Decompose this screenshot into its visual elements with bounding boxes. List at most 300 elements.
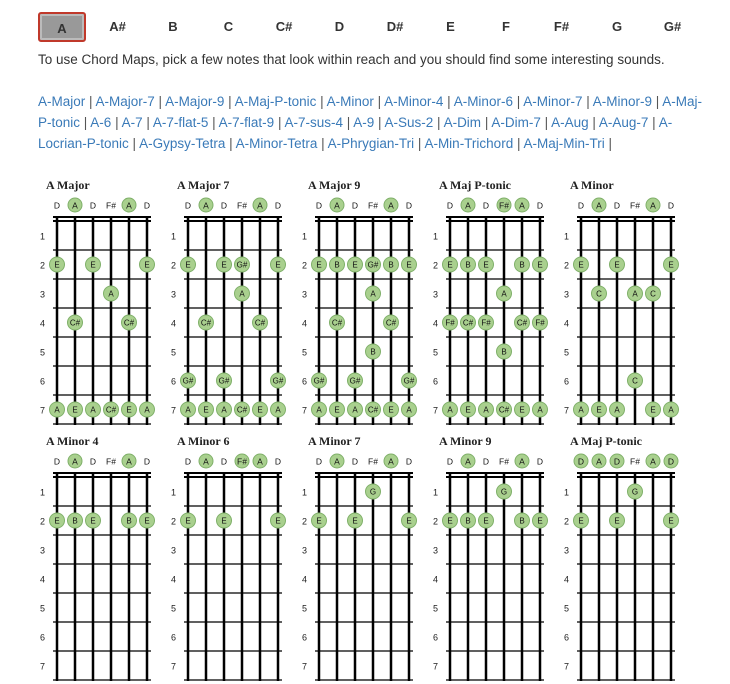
open-string-label: A [334, 456, 340, 467]
note-label: C# [331, 318, 343, 328]
fret-number: 2 [40, 260, 46, 271]
open-string-label: D [446, 456, 454, 467]
note-label: E [221, 260, 227, 270]
fret-number: 5 [302, 603, 308, 614]
link-separator: | [111, 115, 122, 130]
open-string-label: D [536, 200, 544, 211]
fret-number: 7 [433, 405, 439, 416]
open-string-label: D [351, 200, 359, 211]
note-label: G# [403, 376, 415, 386]
open-string-label: A [650, 456, 656, 467]
fret-number: 6 [564, 632, 570, 643]
chord-link-a-minor-6[interactable]: A-Minor-6 [453, 94, 513, 109]
chord-title: A Maj P-tonic [570, 434, 642, 448]
key-button-b[interactable]: B [168, 19, 178, 34]
note-label: C# [105, 405, 117, 415]
fret-number: 6 [171, 376, 177, 387]
fret-number: 4 [302, 318, 308, 329]
chord-title: A Major 7 [177, 178, 230, 192]
fret-number: 6 [302, 376, 308, 387]
note-label: G# [367, 260, 379, 270]
note-label: E [221, 516, 227, 526]
note-label: G [500, 487, 508, 497]
note-label: E [185, 516, 191, 526]
open-string-label: A [203, 200, 209, 211]
fret-number: 2 [171, 260, 177, 271]
note-label: C# [69, 318, 81, 328]
open-string-label: D [220, 456, 228, 467]
note-label: E [537, 516, 543, 526]
note-label: E [352, 260, 358, 270]
note-label: E [72, 405, 78, 415]
chord-title: A Maj P-tonic [439, 178, 511, 192]
open-string-label: D [53, 200, 61, 211]
open-string-label: A [257, 200, 263, 211]
link-separator: | [85, 94, 96, 109]
link-separator: | [317, 136, 328, 151]
open-string-label: A [388, 200, 394, 211]
open-string-label: D [53, 456, 61, 467]
fret-number: 7 [302, 405, 308, 416]
fret-number: 7 [433, 661, 439, 672]
open-string-label: D [482, 456, 490, 467]
chord-link-a-dim-7[interactable]: A-Dim-7 [491, 115, 541, 130]
open-string-label: D [89, 200, 97, 211]
fret-number: 5 [40, 347, 46, 358]
fret-number: 3 [171, 545, 177, 556]
fret-number: 3 [40, 545, 46, 556]
fret-number: 4 [40, 574, 46, 585]
open-string-label: F# [499, 200, 509, 211]
open-string-label: A [465, 456, 471, 467]
fretboard [562, 434, 692, 684]
fret-number: 3 [302, 545, 308, 556]
chord-chart [169, 178, 299, 428]
open-string-label: D [220, 200, 228, 211]
note-label: G# [236, 260, 248, 270]
link-separator: | [316, 94, 327, 109]
note-label: A [537, 405, 543, 415]
fret-number: 3 [171, 289, 177, 300]
note-label: E [465, 405, 471, 415]
fret-number: 5 [302, 347, 308, 358]
note-label: A [185, 405, 191, 415]
fret-number: 6 [302, 632, 308, 643]
open-string-label: D [482, 200, 490, 211]
open-string-label: A [650, 200, 656, 211]
link-separator: | [588, 115, 599, 130]
fret-number: 1 [564, 231, 570, 242]
open-string-label: D [274, 200, 282, 211]
fretboard [38, 178, 168, 428]
link-separator: | [80, 115, 91, 130]
open-string-label: A [388, 456, 394, 467]
open-string-label: D [315, 200, 323, 211]
note-label: B [519, 516, 525, 526]
note-label: G# [313, 376, 325, 386]
chord-title: A Minor 4 [46, 434, 99, 448]
open-string-label: D [613, 456, 621, 467]
note-label: A [144, 405, 150, 415]
chord-link-a-dim[interactable]: A-Dim [443, 115, 482, 130]
key-button-a[interactable]: A [38, 12, 86, 42]
intro-text: To use Chord Maps, pick a few notes that look within reach and you should find some interesting sounds. [38, 52, 665, 67]
note-label: A [239, 289, 245, 299]
chord-link-a-7-flat-9[interactable]: A-7-flat-9 [218, 115, 275, 130]
fret-number: 4 [171, 574, 177, 585]
chord-link-a-major-7[interactable]: A-Major-7 [95, 94, 155, 109]
note-label: A [90, 405, 96, 415]
note-label: B [501, 347, 507, 357]
note-label: E [90, 260, 96, 270]
chord-title: A Minor [570, 178, 614, 192]
open-string-label: D [446, 200, 454, 211]
note-label: E [614, 260, 620, 270]
chord-link-a-maj-p-tonic[interactable]: A-Maj-P-tonic [234, 94, 317, 109]
fret-number: 2 [40, 516, 46, 527]
chord-title: A Minor 6 [177, 434, 230, 448]
chord-chart [300, 434, 430, 684]
open-string-label: A [596, 456, 602, 467]
link-separator: | [154, 94, 166, 109]
open-string-label: D [184, 456, 192, 467]
note-label: E [275, 260, 281, 270]
open-string-label: F# [106, 456, 116, 467]
link-separator: | [373, 94, 385, 109]
note-label: B [465, 260, 471, 270]
fret-number: 3 [433, 289, 439, 300]
note-label: E [352, 516, 358, 526]
note-label: G [369, 487, 377, 497]
open-string-label: A [203, 456, 209, 467]
key-button-g-sharp[interactable]: G# [663, 19, 682, 34]
fret-number: 1 [40, 487, 46, 498]
link-separator: | [652, 94, 663, 109]
chord-title: A Minor 9 [439, 434, 492, 448]
fret-number: 3 [433, 545, 439, 556]
open-string-label: D [274, 456, 282, 467]
link-separator: | [414, 136, 425, 151]
note-label: E [406, 516, 412, 526]
fret-number: 5 [433, 347, 439, 358]
note-label: E [185, 260, 191, 270]
open-string-label: F# [237, 456, 247, 467]
fret-number: 6 [433, 376, 439, 387]
link-separator: | [540, 115, 552, 130]
key-button-c-sharp[interactable]: C# [275, 19, 293, 34]
note-label: E [144, 516, 150, 526]
note-label: C# [123, 318, 135, 328]
key-button-f[interactable]: F [502, 19, 510, 34]
fret-number: 4 [564, 574, 570, 585]
key-button-d[interactable]: D [334, 19, 345, 34]
open-string-label: D [536, 456, 544, 467]
open-string-label: D [315, 456, 323, 467]
note-label: B [334, 260, 340, 270]
open-string-label: A [519, 200, 525, 211]
fret-number: 3 [302, 289, 308, 300]
key-button-f-sharp[interactable]: F# [553, 19, 570, 34]
fret-number: 5 [171, 603, 177, 614]
fret-number: 6 [171, 632, 177, 643]
fret-number: 5 [564, 603, 570, 614]
open-string-label: D [351, 456, 359, 467]
fret-number: 5 [564, 347, 570, 358]
note-label: E [54, 516, 60, 526]
link-separator: | [443, 94, 454, 109]
chord-link-a-7-flat-5[interactable]: A-7-flat-5 [152, 115, 209, 130]
open-string-label: A [72, 200, 78, 211]
fret-number: 2 [433, 260, 439, 271]
open-string-label: D [613, 200, 621, 211]
note-label: A [447, 405, 453, 415]
open-string-label: F# [368, 200, 378, 211]
note-label: E [275, 516, 281, 526]
link-separator: | [604, 136, 612, 151]
fret-number: 7 [564, 405, 570, 416]
note-label: C# [236, 405, 248, 415]
note-label: A [632, 289, 638, 299]
note-label: F# [445, 318, 455, 328]
note-label: E [54, 260, 60, 270]
open-string-label: A [126, 456, 132, 467]
link-separator: | [433, 115, 444, 130]
note-label: C# [200, 318, 212, 328]
open-string-label: D [143, 200, 151, 211]
note-label: A [221, 405, 227, 415]
open-string-label: A [126, 200, 132, 211]
note-label: E [388, 405, 394, 415]
open-string-label: D [577, 456, 585, 467]
fretboard [300, 178, 430, 428]
chord-link-a-aug[interactable]: A-Aug [551, 115, 589, 130]
fret-number: 3 [564, 289, 570, 300]
fret-number: 1 [40, 231, 46, 242]
note-label: C# [254, 318, 266, 328]
note-label: A [501, 289, 507, 299]
chord-link-a-9[interactable]: A-9 [353, 115, 375, 130]
note-label: E [483, 516, 489, 526]
fretboard [431, 434, 561, 684]
note-label: F# [535, 318, 545, 328]
chord-chart [38, 178, 168, 428]
open-string-label: D [184, 200, 192, 211]
chord-chart [169, 434, 299, 684]
note-label: A [352, 405, 358, 415]
open-string-label: F# [106, 200, 116, 211]
link-separator: | [513, 136, 524, 151]
link-separator: | [225, 136, 236, 151]
note-label: B [388, 260, 394, 270]
fret-number: 7 [302, 661, 308, 672]
chord-chart [562, 434, 692, 684]
note-label: E [447, 516, 453, 526]
fret-number: 1 [564, 487, 570, 498]
note-label: E [483, 260, 489, 270]
open-string-label: F# [499, 456, 509, 467]
note-label: C [650, 289, 656, 299]
note-label: A [483, 405, 489, 415]
note-label: A [578, 405, 584, 415]
note-label: B [519, 260, 525, 270]
link-separator: | [582, 94, 593, 109]
chord-link-a-phrygian-tri[interactable]: A-Phrygian-Tri [327, 136, 415, 151]
key-button-c[interactable]: C [223, 19, 234, 34]
fret-number: 6 [40, 632, 46, 643]
chord-link-a-7-sus-4[interactable]: A-7-sus-4 [284, 115, 343, 130]
fret-number: 4 [564, 318, 570, 329]
fret-number: 4 [40, 318, 46, 329]
chord-title: A Major 9 [308, 178, 361, 192]
chord-links [38, 91, 714, 154]
link-separator: | [142, 115, 153, 130]
note-label: G [631, 487, 639, 497]
note-label: G# [349, 376, 361, 386]
fretboard [431, 178, 561, 428]
open-string-label: F# [630, 456, 640, 467]
note-label: E [406, 260, 412, 270]
key-button-a-sharp[interactable]: A# [109, 19, 126, 34]
note-label: E [334, 405, 340, 415]
chord-link-a-major[interactable]: A-Major [38, 94, 86, 109]
fret-number: 1 [302, 487, 308, 498]
note-label: B [370, 347, 376, 357]
fretboard [38, 434, 168, 684]
note-label: C# [367, 405, 379, 415]
key-selector [38, 12, 710, 44]
note-label: A [108, 289, 114, 299]
chord-title: A Major [46, 178, 90, 192]
fretboard [169, 178, 299, 428]
note-label: E [650, 405, 656, 415]
note-label: A [614, 405, 620, 415]
chord-chart [431, 178, 561, 428]
note-label: E [447, 260, 453, 270]
note-label: A [406, 405, 412, 415]
fret-number: 3 [40, 289, 46, 300]
open-string-label: A [334, 200, 340, 211]
fret-number: 3 [564, 545, 570, 556]
open-string-label: A [257, 456, 263, 467]
open-string-label: D [89, 456, 97, 467]
fret-number: 6 [40, 376, 46, 387]
link-separator: | [208, 115, 219, 130]
key-button-g[interactable]: G [611, 19, 623, 34]
open-string-label: D [667, 456, 675, 467]
fret-number: 2 [433, 516, 439, 527]
chord-chart [562, 178, 692, 428]
note-label: B [126, 516, 132, 526]
fretboard [300, 434, 430, 684]
note-label: E [90, 516, 96, 526]
note-label: E [578, 516, 584, 526]
chord-link-a-sus-2[interactable]: A-Sus-2 [384, 115, 434, 130]
fret-number: 4 [171, 318, 177, 329]
note-label: C [632, 376, 638, 386]
fret-number: 6 [564, 376, 570, 387]
note-label: E [257, 405, 263, 415]
chord-link-a-minor-tetra[interactable]: A-Minor-Tetra [235, 136, 318, 151]
note-label: C# [462, 318, 474, 328]
open-string-label: F# [237, 200, 247, 211]
fret-number: 1 [433, 487, 439, 498]
fret-number: 1 [171, 487, 177, 498]
link-separator: | [374, 115, 385, 130]
chord-link-a-locrian-p-tonic[interactable]: A-Locrian-P-tonic [38, 115, 673, 151]
key-button-d-sharp[interactable]: D# [386, 19, 404, 34]
chord-link-a-minor[interactable]: A-Minor [326, 94, 374, 109]
fret-number: 2 [302, 516, 308, 527]
note-label: A [316, 405, 322, 415]
fret-number: 2 [564, 260, 570, 271]
fret-number: 4 [433, 318, 439, 329]
fret-number: 7 [40, 405, 46, 416]
chord-link-a-minor-7[interactable]: A-Minor-7 [523, 94, 583, 109]
note-label: C# [385, 318, 397, 328]
fretboard [562, 178, 692, 428]
chord-chart [431, 434, 561, 684]
chord-chart [300, 178, 430, 428]
fret-number: 2 [564, 516, 570, 527]
open-string-label: D [667, 200, 675, 211]
open-string-label: A [72, 456, 78, 467]
chord-link-a-minor-4[interactable]: A-Minor-4 [384, 94, 444, 109]
open-string-label: D [405, 456, 413, 467]
chord-link-a-min-trichord[interactable]: A-Min-Trichord [424, 136, 514, 151]
chord-link-a-6[interactable]: A-6 [90, 115, 112, 130]
open-string-label: D [405, 200, 413, 211]
fret-number: 2 [302, 260, 308, 271]
chord-link-a-minor-9[interactable]: A-Minor-9 [592, 94, 653, 109]
note-label: E [144, 260, 150, 270]
note-label: E [614, 516, 620, 526]
link-separator: | [128, 136, 140, 151]
chord-link-a-major-9[interactable]: A-Major-9 [165, 94, 225, 109]
note-label: G# [182, 376, 194, 386]
fret-number: 5 [40, 603, 46, 614]
fret-number: 4 [433, 574, 439, 585]
fret-number: 1 [433, 231, 439, 242]
note-label: A [668, 405, 674, 415]
note-label: E [668, 516, 674, 526]
link-separator: | [274, 115, 285, 130]
fret-number: 1 [302, 231, 308, 242]
note-label: E [668, 260, 674, 270]
chord-link-a-aug-7[interactable]: A-Aug-7 [598, 115, 649, 130]
note-label: E [203, 405, 209, 415]
chord-link-a-maj-p-tonic[interactable]: A-Maj-P-tonic [38, 94, 703, 130]
chord-link-a-7[interactable]: A-7 [121, 115, 143, 130]
open-string-label: A [519, 456, 525, 467]
chord-link-a-gypsy-tetra[interactable]: A-Gypsy-Tetra [139, 136, 226, 151]
note-label: E [578, 260, 584, 270]
fret-number: 7 [171, 405, 177, 416]
fret-number: 5 [171, 347, 177, 358]
open-string-label: F# [368, 456, 378, 467]
link-separator: | [224, 94, 235, 109]
fret-number: 7 [40, 661, 46, 672]
open-string-label: F# [630, 200, 640, 211]
note-label: E [537, 260, 543, 270]
fret-number: 7 [564, 661, 570, 672]
chord-chart [38, 434, 168, 684]
open-string-label: D [577, 200, 585, 211]
note-label: E [596, 405, 602, 415]
fret-number: 5 [433, 603, 439, 614]
chord-link-a-maj-min-tri[interactable]: A-Maj-Min-Tri [523, 136, 605, 151]
fret-number: 6 [433, 632, 439, 643]
key-button-e[interactable]: E [446, 19, 455, 34]
